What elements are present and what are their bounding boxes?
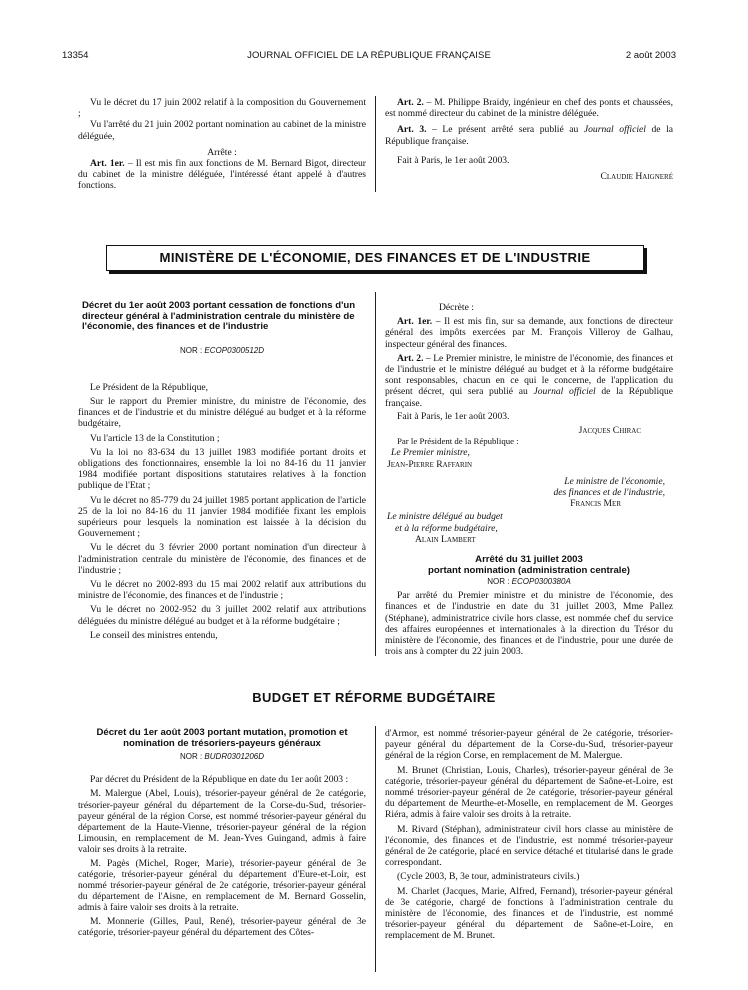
- decree-title: Décret du 1er août 2003 portant mutation, promotion et nomination de trésoriers-payeurs généraux: [96, 727, 348, 749]
- nor-reference: [78, 345, 366, 356]
- title-italic: et à la réforme budgétaire,: [395, 522, 498, 534]
- paragraph: Vu le décret no 2002-952 du 3 juillet 2002 relatif aux attributions déléguées du ministre délégué au budget et à la réforme budgétaire ;: [78, 604, 366, 627]
- title-italic: des finances et de l'industrie,: [553, 487, 665, 499]
- article-label: Art. 1er.: [397, 316, 433, 328]
- par-president: Par le Président de la République :: [397, 436, 519, 447]
- paragraph: M. Rivard (Stéphan), administrateur civil hors classe au ministère de l'économie, des finances et de l'industrie, est nommé trésorier-payeur général de 2e catégorie, placé en service détaché et titularisé dans le grade correspondant.: [385, 823, 673, 869]
- paragraph: Vu l'article 13 de la Constitution ;: [90, 432, 220, 444]
- arrete-title: Arrêté du 31 juillet 2003: [475, 554, 583, 566]
- article-text: – Il est mis fin, sur sa demande, aux fonctions de directeur général des impôts exercées par M. François Villeroy de Galhau, inspecteur général des finances.: [385, 316, 673, 350]
- paragraph: Vu le décret no 2002-893 du 15 mai 2002 relatif aux attributions du ministre de l'économie, des finances et de l'industrie ;: [78, 578, 366, 602]
- paragraph: Vu le décret no 85-779 du 24 juillet 1985 portant application de l'article 25 de la loi no 84-16 du 11 janvier 1984 modifiée fixant les emplois supérieurs pour lesquels la nomination est laissée à la décision du Gouvernement ;: [78, 494, 366, 540]
- article-label: Art. 2.: [397, 352, 424, 364]
- paragraph: M. Brunet (Christian, Louis, Charles), trésorier-payeur général de 3e catégorie, trésorier-payeur général du département de Saône-et-Loire, est nommé trésorier-payeur général de 2e catégorie, trésorier-payeur général du département de Meurthe-et-Moselle, en remplacement de M. Georges Riéra, admis à faire valoir ses droits à la retraite.: [385, 764, 673, 821]
- article-label: Art. 1er.: [90, 158, 125, 170]
- journal-name: Journal officiel: [533, 386, 596, 398]
- nor-label: NOR :: [179, 752, 205, 761]
- decrete-heading: Décrète :: [439, 302, 474, 313]
- journal-title: JOURNAL OFFICIEL DE LA RÉPUBLIQUE FRANÇAISE: [247, 50, 491, 61]
- paragraph: Vu le décret du 3 février 2000 portant nomination d'un directeur à l'administration centrale du ministère de l'économie, des finances et de l'industrie ;: [78, 542, 366, 576]
- paragraph: M. Malergue (Abel, Louis), trésorier-payeur général de 2e catégorie, trésorier-payeur général du département de la Corse-du-Sud, trésorier-payeur général de la région Corse, est nommé trésorier-payeur général du département de la Haute-Vienne, trésorier-payeur général de la région Limousin, en remplacement de M. Jean-Yves Guingand, admis à faire valoir ses droits à la retraite.: [78, 788, 366, 856]
- title-italic: Le ministre de l'économie,: [564, 475, 665, 487]
- arrete-subtitle: portant nomination (administration centrale): [427, 564, 630, 576]
- paragraph: Par décret du Président de la République en date du 1er août 2003 :: [90, 774, 349, 786]
- nor-reference: [385, 576, 673, 587]
- page-number: 13354: [62, 50, 89, 61]
- nor-label: NOR :: [179, 345, 205, 355]
- nor-reference: [78, 751, 366, 762]
- article-text: – M. Philippe Braidy, ingénieur en chef des ponts et chaussées, est nommé directeur du cabinet de la ministre déléguée.: [385, 97, 674, 120]
- signature: Jean-Pierre Raffarin: [387, 458, 473, 470]
- article-text: de la République française.: [385, 124, 674, 147]
- premier-ministre-title: [385, 447, 673, 458]
- article-text: – Il est mis fin aux fonctions de M. Bernard Bigot, directeur du cabinet de la ministre déléguée, l'intéressé étant appelé à d'autres fonctions.: [78, 158, 366, 192]
- article-text: de la République française.: [385, 386, 673, 409]
- article-text: – Le Premier ministre, le ministre de l'économie, des finances et de l'industrie et le ministre délégué au budget et à la réforme budgétaire sont responsables, chacun en ce qui le concerne, de l'application du présent décret, qui sera publié au: [385, 352, 673, 398]
- signature: Jacques Chirac: [578, 425, 641, 437]
- article-text: – Le présent arrêté sera publié au: [426, 124, 584, 136]
- column-divider: [375, 96, 376, 192]
- paragraph: Le conseil des ministres entendu,: [90, 629, 218, 641]
- signature: Alain Lambert: [415, 533, 476, 545]
- nor-label: NOR :: [487, 577, 512, 587]
- article-label: Art. 3.: [397, 124, 427, 136]
- decree1-left-column: [78, 301, 366, 641]
- nor-code: BUDR0301206D: [204, 752, 265, 761]
- arrete-heading: Arrête :: [207, 146, 237, 158]
- title-italic: Le Premier ministre,: [391, 447, 470, 459]
- column-divider: [375, 726, 376, 972]
- paragraph: Vu l'arrêté du 21 juin 2002 portant nomination au cabinet de la ministre déléguée,: [78, 119, 366, 142]
- section-heading: BUDGET ET RÉFORME BUDGÉTAIRE: [252, 690, 496, 705]
- fait-line: Fait à Paris, le 1er août 2003.: [397, 154, 510, 166]
- paragraph: M. Monnerie (Gilles, Paul, René), trésorier-payeur général de 3e catégorie, trésorier-payeur général du département des Côtes-: [78, 915, 366, 938]
- title-italic: Le ministre délégué au budget: [387, 511, 503, 523]
- page-header: [62, 50, 676, 64]
- paragraph: Sur le rapport du Premier ministre, du ministre de l'économie, des finances et de l'industrie et du ministre délégué au budget et à la réforme budgétaire,: [78, 395, 366, 430]
- nor-code: ECOP0300380A: [511, 577, 571, 587]
- paragraph: Vu le décret du 17 juin 2002 relatif à la composition du Gouvernement ;: [78, 97, 366, 120]
- paragraph: Vu la loi no 83-634 du 13 juillet 1983 modifiée portant droits et obligations des fonctionnaires, ensemble la loi no 84-16 du 11 janvier 1984 modifiée portant dispositions statutaires relatives à la fonction publique de l'Etat ;: [78, 446, 366, 492]
- paragraph: Le Président de la République,: [90, 381, 209, 393]
- article-label: Art. 2.: [397, 97, 424, 108]
- column-divider: [375, 292, 376, 656]
- journal-name: Journal officiel: [583, 124, 646, 136]
- decree-title: Décret du 1er août 2003 portant cessation de fonctions d'un directeur général à l'administration centrale du ministère de l'économie, des finances et de l'industrie: [82, 300, 356, 332]
- decree3-right-column: [385, 728, 673, 942]
- decree3-left-column: [78, 728, 366, 938]
- paragraph: (Cycle 2003, B, 3e tour, administrateurs civils.): [397, 871, 580, 883]
- paragraph: Par arrêté du Premier ministre et du ministre de l'économie, des finances et de l'industrie en date du 31 juillet 2003, Mme Pallez (Stéphane), administratrice civile hors classe, est nommée chef du service des affaires européennes et internationales à la direction du Trésor du ministère de l'économie, des finances et de l'industrie, pour une durée de trois ans à compter du 22 juin 2003.: [385, 590, 673, 658]
- issue-date: 2 août 2003: [625, 50, 676, 61]
- signature: Francis Mer: [570, 498, 621, 510]
- decree1-right-column: [385, 302, 673, 657]
- top-left-column: [78, 97, 366, 192]
- paragraph: d'Armor, est nommé trésorier-payeur général de 2e catégorie, trésorier-payeur général du département de la Corse-du-Sud, trésorier-payeur général de la région Corse, en remplacement de M. Malergue.: [385, 728, 673, 762]
- paragraph: M. Charlet (Jacques, Marie, Alfred, Fernand), trésorier-payeur général de 3e catégorie, chargé de fonctions à l'administration centrale du ministère de l'économie, des finances et de l'industrie, est nommé trésorier-payeur général du département de Saône-et-Loire, en remplacement de M. Brunet.: [385, 885, 673, 942]
- paragraph: M. Pagès (Michel, Roger, Marie), trésorier-payeur général de 3e catégorie, trésorier-payeur général du département d'Eure-et-Loir, est nommé trésorier-payeur général de 2e catégorie, trésorier-payeur général du département de l'Aisne, en remplacement de M. Bernard Gosselin, admis à faire valoir ses droits à la retraite.: [78, 857, 366, 914]
- fait-line: Fait à Paris, le 1er août 2003.: [397, 410, 510, 422]
- ministry-heading: MINISTÈRE DE L'ÉCONOMIE, DES FINANCES ET DE L'INDUSTRIE: [106, 245, 644, 271]
- signature: Claudie Haigneré: [600, 171, 673, 183]
- nor-code: ECOP0300512D: [204, 345, 265, 355]
- top-right-column: [385, 97, 673, 182]
